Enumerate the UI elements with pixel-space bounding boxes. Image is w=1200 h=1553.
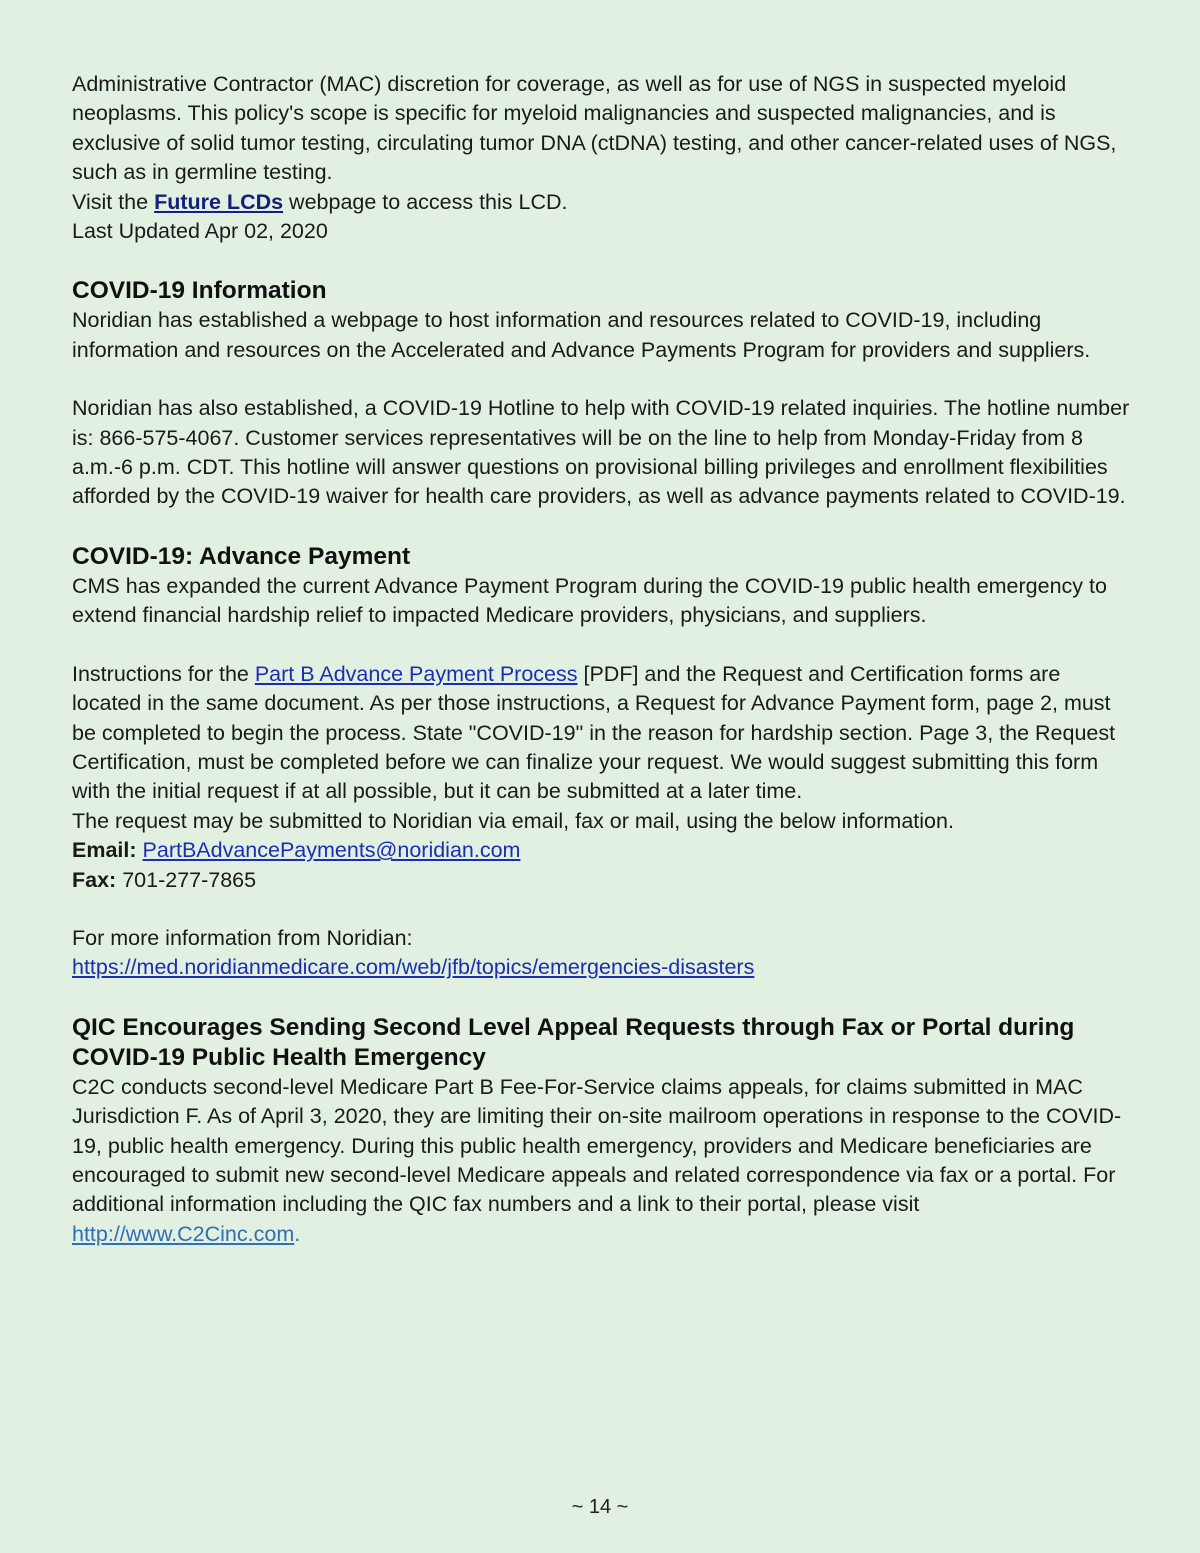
- qic-heading: QIC Encourages Sending Second Level Appeal Requests through Fax or Portal during COVID-19 Public Health Emergency: [72, 1013, 1075, 1071]
- noridian-emergencies-link[interactable]: https://med.noridianmedicare.com/web/jfb/topics/emergencies-disasters: [72, 955, 755, 980]
- visit-prefix: Visit the: [72, 189, 155, 214]
- fax-label: Fax:: [72, 867, 117, 892]
- advance-payment-heading: COVID-19: Advance Payment: [72, 542, 411, 570]
- submit-line: The request may be submitted to Noridian via email, fax or mail, using the below information.: [72, 808, 954, 833]
- qic-text: C2C conducts second-level Medicare Part B Fee-For-Service claims appeals, for claims submitted in MAC Jurisdiction F. As of April 3, 2020, they are limiting their on-site mailroom operations in response to the COVID-19, public health emergency. During this public health emergency, providers and Medicare beneficiaries are encouraged to submit new second-level Medicare appeals and related correspondence via fax or a portal. For additional information including the QIC fax numbers and a link to their portal, please visit: [72, 1074, 1122, 1217]
- instructions-prefix: Instructions for the: [72, 661, 255, 686]
- future-lcds-link[interactable]: Future LCDs: [154, 189, 284, 214]
- covid-info-heading: COVID-19 Information: [72, 277, 327, 305]
- covid-info-paragraph-2: Noridian has also established, a COVID-19 Hotline to help with COVID-19 related inquiries. The hotline number is: 866-575-4067. Customer services representatives will be on the line to help from Monday-Friday from 8 a.m.-6 p.m. CDT. This hotline will answer questions on provisional billing privileges and enrollment flexibilities afforded by the COVID-19 waiver for health care providers, as well as advance payments related to COVID-19.: [72, 396, 1130, 509]
- covid-info-paragraph-1: Noridian has established a webpage to host information and resources related to COVID-19, including information and resources on the Accelerated and Advance Payments Program for providers and suppliers.: [72, 308, 1091, 362]
- qic-paragraph: [72, 1073, 1130, 1249]
- advance-payment-paragraph-1: CMS has expanded the current Advance Payment Program during the COVID-19 public health emergency to extend financial hardship relief to impacted Medicare providers, physicians, and suppliers.: [72, 573, 1107, 628]
- qic-link-suffix: .: [294, 1221, 301, 1246]
- more-info-text: For more information from Noridian:: [72, 925, 413, 950]
- intro-paragraph: Administrative Contractor (MAC) discretion for coverage, as well as for use of NGS in suspected myeloid neoplasms. This policy's scope is specific for myeloid malignancies and suspected malignancies, and is exclusive of solid tumor testing, circulating tumor DNA (ctDNA) testing, and other cancer-related uses of NGS, such as in germline testing.: [72, 72, 1117, 185]
- page-content: [72, 70, 1130, 1249]
- spacer: [72, 365, 1130, 394]
- visit-suffix: webpage to access this LCD.: [283, 189, 568, 214]
- fax-value: 701-277-7865: [122, 867, 257, 892]
- email-link[interactable]: PartBAdvancePayments@noridian.com: [142, 838, 521, 863]
- spacer: [72, 631, 1130, 660]
- instructions-paragraph: [72, 660, 1130, 807]
- page-number: ~ 14 ~: [571, 1496, 629, 1518]
- part-b-advance-payment-link[interactable]: Part B Advance Payment Process: [254, 661, 578, 686]
- instructions-text: [PDF] and the Request and Certification forms are located in the same document. As per those instructions, a Request for Advance Payment form, page 2, must be completed to begin the process. State "COVID-19" in the reason for hardship section. Page 3, the Request Certification, must be completed before we can finalize your request. We would suggest submitting this form with the initial request if at all possible, but it can be submitted at a later time.: [72, 661, 1116, 804]
- c2c-link[interactable]: http://www.C2Cinc.com: [72, 1221, 295, 1246]
- visit-line: [72, 188, 1130, 217]
- last-updated: Last Updated Apr 02, 2020: [72, 219, 328, 244]
- fax-line: [72, 866, 1130, 895]
- email-line: [72, 836, 1130, 865]
- spacer: [72, 895, 1130, 924]
- email-label: Email:: [72, 838, 137, 863]
- more-info-line: [72, 953, 1130, 982]
